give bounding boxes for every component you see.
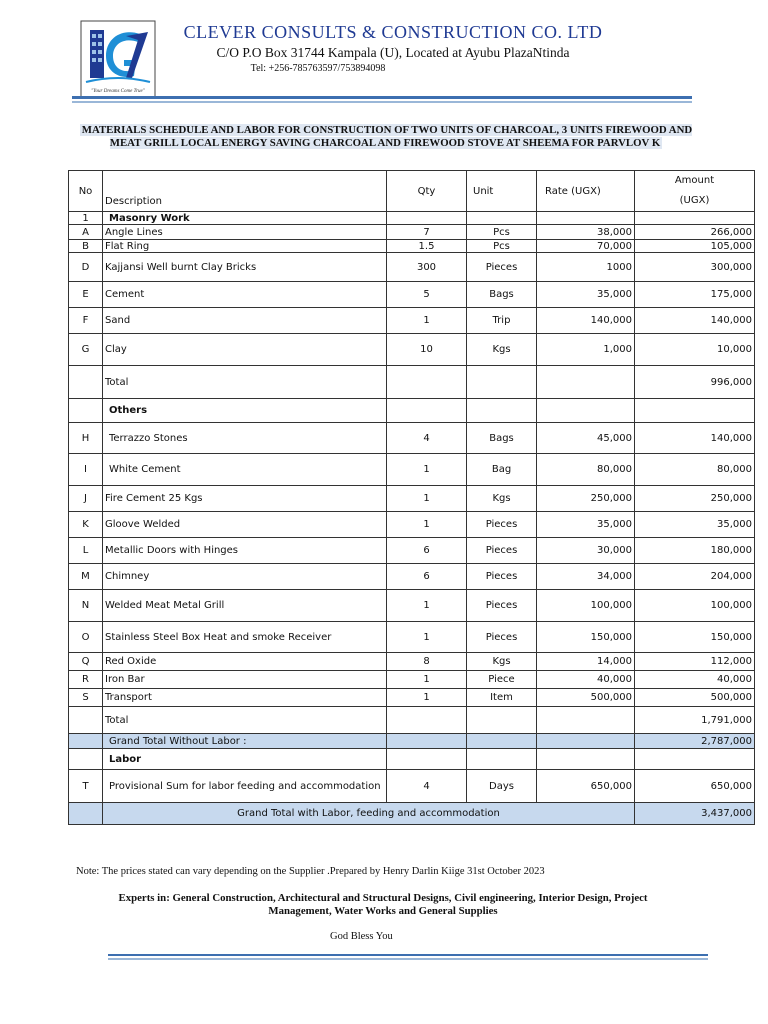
logo-motto: "Your Dreams Come True" [91,89,145,94]
row-unit [467,366,537,399]
row-amount: 105,000 [635,240,755,253]
row-description: Cement [103,282,387,308]
row-qty: 5 [387,282,467,308]
row-description: Terrazzo Stones [103,423,387,454]
row-rate: 34,000 [537,564,635,590]
row-amount: 112,000 [635,653,755,671]
row-rate: 45,000 [537,423,635,454]
row-unit: Pcs [467,240,537,253]
row-qty: 1 [387,671,467,689]
row-qty [387,707,467,734]
row-unit: Days [467,770,537,803]
row-rate: 500,000 [537,689,635,707]
table-row [69,212,755,225]
row-description: Masonry Work [103,212,387,225]
table-row [69,770,755,803]
row-number: F [69,308,103,334]
table-row [69,707,755,734]
row-number: D [69,253,103,282]
row-rate: 80,000 [537,454,635,486]
row-qty: 1 [387,590,467,622]
row-unit: Pieces [467,512,537,538]
row-qty: 1.5 [387,240,467,253]
header-divider [72,96,692,99]
row-amount: 175,000 [635,282,755,308]
row-number: 1 [69,212,103,225]
row-unit: Bag [467,454,537,486]
row-qty: 1 [387,622,467,653]
row-amount: 250,000 [635,486,755,512]
experts-statement: Experts in: General Construction, Architectural and Structural Designs, Civil engineering, Interior Design, Project Management, Water Works and General Supplies [118,892,648,917]
row-rate: 150,000 [537,622,635,653]
row-unit: Bags [467,423,537,454]
row-amount [635,749,755,770]
row-unit: Pieces [467,590,537,622]
row-rate: 650,000 [537,770,635,803]
table-row [69,253,755,282]
table-row [69,689,755,707]
row-number: H [69,423,103,454]
row-qty: 1 [387,308,467,334]
row-amount: 35,000 [635,512,755,538]
row-description: Others [103,399,387,423]
header-amount-line2: (UGX) [679,195,710,206]
row-amount: 150,000 [635,622,755,653]
row-rate: 70,000 [537,240,635,253]
table-row [69,653,755,671]
footnote: Note: The prices stated can vary depending on the Supplier .Prepared by Henry Darlin Kiige 31st October 2023 [76,866,545,877]
row-number: K [69,512,103,538]
row-number [69,707,103,734]
row-unit: Bags [467,282,537,308]
row-number [69,749,103,770]
header-rate: Rate (UGX) [537,171,635,212]
row-number: R [69,671,103,689]
document-title [72,124,700,150]
row-number: A [69,225,103,240]
row-amount: 100,000 [635,590,755,622]
row-qty: 300 [387,253,467,282]
row-number: Q [69,653,103,671]
table-row [69,590,755,622]
row-number: B [69,240,103,253]
row-amount [635,399,755,423]
row-amount: 1,791,000 [635,707,755,734]
row-qty [387,734,467,749]
row-rate: 250,000 [537,486,635,512]
row-unit: Kgs [467,486,537,512]
row-amount: 180,000 [635,538,755,564]
row-rate: 1000 [537,253,635,282]
row-description: Stainless Steel Box Heat and smoke Receiver [103,622,387,653]
row-qty: 4 [387,770,467,803]
row-rate [537,212,635,225]
row-qty: 8 [387,653,467,671]
row-qty [387,749,467,770]
table-row [69,538,755,564]
row-amount: 10,000 [635,334,755,366]
table-row [69,734,755,749]
row-unit: Item [467,689,537,707]
row-number: L [69,538,103,564]
closing-text: God Bless You [330,931,393,942]
row-rate: 140,000 [537,308,635,334]
row-qty: 6 [387,538,467,564]
row-rate: 14,000 [537,653,635,671]
row-unit: Kgs [467,334,537,366]
row-unit: Kgs [467,653,537,671]
row-unit: Pieces [467,564,537,590]
row-unit [467,399,537,423]
row-qty: 1 [387,486,467,512]
row-description: Kajjansi Well burnt Clay Bricks [103,253,387,282]
row-qty [387,366,467,399]
document-title-text: MATERIALS SCHEDULE AND LABOR FOR CONSTRUCTION OF TWO UNITS OF CHARCOAL, 3 UNITS FIREWOOD AND MEAT GRILL LOCAL ENERGY SAVING CHARCOAL AND FIREWOOD STOVE AT SHEEMA FOR PARVLOV K [81,124,693,149]
row-number: E [69,282,103,308]
company-address: C/O P.O Box 31744 Kampala (U), Located at Ayubu PlazaNtinda [216,45,570,60]
header-amount [635,171,755,212]
table-row [69,454,755,486]
header-description: Description [103,171,387,212]
row-qty: 10 [387,334,467,366]
row-rate [537,366,635,399]
row-unit: Trip [467,308,537,334]
grand-total-value: 3,437,000 [635,803,755,825]
row-number [69,734,103,749]
row-description: Sand [103,308,387,334]
row-amount [635,212,755,225]
table-row [69,749,755,770]
header-amount-line1: Amount [674,175,715,186]
row-amount: 266,000 [635,225,755,240]
row-unit: Piece [467,671,537,689]
table-row [69,486,755,512]
table-row [69,512,755,538]
footer-divider [108,954,708,956]
row-description: Chimney [103,564,387,590]
row-amount: 500,000 [635,689,755,707]
row-rate: 38,000 [537,225,635,240]
row-rate: 100,000 [537,590,635,622]
row-qty: 4 [387,423,467,454]
table-row [69,240,755,253]
row-description: White Cement [103,454,387,486]
row-description: Welded Meat Metal Grill [103,590,387,622]
table-row [69,334,755,366]
row-amount: 650,000 [635,770,755,803]
row-description: Iron Bar [103,671,387,689]
row-amount: 2,787,000 [635,734,755,749]
row-unit [467,734,537,749]
row-number: N [69,590,103,622]
row-rate [537,749,635,770]
row-qty: 6 [387,564,467,590]
row-number [69,399,103,423]
row-amount: 140,000 [635,308,755,334]
row-description: Transport [103,689,387,707]
table-row [69,622,755,653]
company-telephone: Tel: +256-785763597/753894098 [250,63,386,74]
row-description: Clay [103,334,387,366]
company-name: CLEVER CONSULTS & CONSTRUCTION CO. LTD [183,22,603,42]
header-divider-secondary [72,101,692,103]
row-unit: Pieces [467,622,537,653]
row-amount: 40,000 [635,671,755,689]
row-qty: 1 [387,512,467,538]
table-row [69,423,755,454]
table-row [69,366,755,399]
header-no: No [69,171,103,212]
row-qty: 1 [387,454,467,486]
grand-total-spacer [69,803,103,825]
row-unit [467,707,537,734]
company-logo [80,20,156,98]
row-rate [537,734,635,749]
row-number: O [69,622,103,653]
row-unit: Pcs [467,225,537,240]
table-row [69,564,755,590]
row-description: Angle Lines [103,225,387,240]
table-row [69,225,755,240]
row-description: Fire Cement 25 Kgs [103,486,387,512]
row-description: Labor [103,749,387,770]
row-qty [387,399,467,423]
table-row [69,671,755,689]
row-number: G [69,334,103,366]
table-header-row [69,171,755,212]
row-qty: 7 [387,225,467,240]
row-unit: Pieces [467,253,537,282]
row-number: S [69,689,103,707]
footer-divider-secondary [108,958,708,960]
row-rate: 35,000 [537,282,635,308]
table-row [69,282,755,308]
row-amount: 140,000 [635,423,755,454]
row-number: J [69,486,103,512]
row-number [69,366,103,399]
table-row [69,308,755,334]
materials-schedule-table [68,170,755,825]
row-rate: 40,000 [537,671,635,689]
row-number: T [69,770,103,803]
row-description: Provisional Sum for labor feeding and accommodation [103,770,387,803]
row-amount: 300,000 [635,253,755,282]
row-description: Red Oxide [103,653,387,671]
row-unit [467,749,537,770]
row-description: Total [103,707,387,734]
row-amount: 996,000 [635,366,755,399]
row-amount: 204,000 [635,564,755,590]
row-unit: Pieces [467,538,537,564]
row-description: Gloove Welded [103,512,387,538]
grand-total-row [69,803,755,825]
row-qty: 1 [387,689,467,707]
row-description: Flat Ring [103,240,387,253]
row-rate: 1,000 [537,334,635,366]
row-rate: 30,000 [537,538,635,564]
row-amount: 80,000 [635,454,755,486]
header-unit: Unit [467,171,537,212]
table-row [69,399,755,423]
grand-total-label: Grand Total with Labor, feeding and accommodation [103,803,635,825]
row-rate [537,707,635,734]
row-description: Grand Total Without Labor : [103,734,387,749]
row-qty [387,212,467,225]
row-unit [467,212,537,225]
row-rate: 35,000 [537,512,635,538]
row-description: Total [103,366,387,399]
row-description: Metallic Doors with Hinges [103,538,387,564]
header-qty: Qty [387,171,467,212]
row-rate [537,399,635,423]
row-number: I [69,454,103,486]
row-number: M [69,564,103,590]
